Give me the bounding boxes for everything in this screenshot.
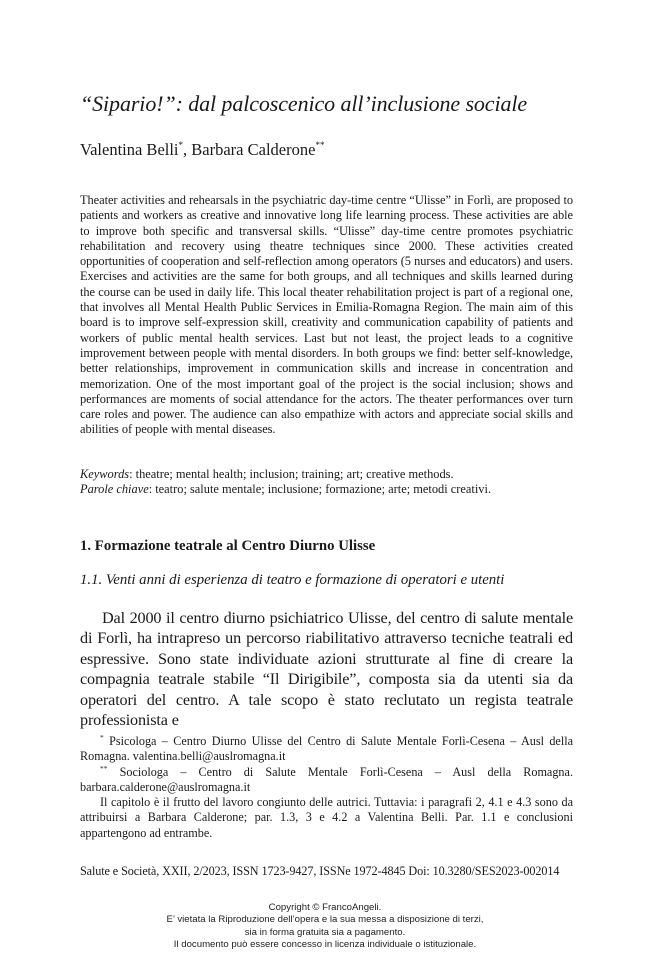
footnotes bbox=[80, 734, 573, 841]
parole-chiave-label: Parole chiave bbox=[80, 482, 149, 497]
author-line: Valentina Belli*, Barbara Calderone** bbox=[80, 140, 325, 159]
parole-chiave-values: : teatro; salute mentale; inclusione; formazione; arte; metodi creativi. bbox=[148, 482, 492, 497]
copyright-line: sia in forma gratuita sia a pagamento. bbox=[244, 926, 406, 938]
article-title: “Sipario!”: dal palcoscenico all’inclusione sociale bbox=[80, 91, 528, 116]
footnote-mark: ** bbox=[100, 763, 108, 773]
section-heading: 1. Formazione teatrale al Centro Diurno Ulisse bbox=[80, 538, 376, 554]
author-footnote-mark: ** bbox=[315, 140, 325, 150]
copyright-notice bbox=[0, 902, 650, 952]
keywords-values: : theatre; mental health; inclusion; training; art; creative methods. bbox=[129, 467, 454, 481]
copyright-line: E’ vietata la Riproduzione dell’opera e la sua messa a disposizione di terzi, bbox=[166, 914, 484, 926]
footnote: Il capitolo è il frutto del lavoro congiunto delle autrici. Tuttavia: i paragrafi 2, 4.1 e 4.3 sono da attribuirsi a Barbara Calderone; par. 1.3, 3 e 4.2 a Valentina Belli. Par. 1.1 e conclusioni appartengono ad entrambe. bbox=[80, 795, 573, 840]
copyright-line: Il documento può essere concesso in licenza individuale o istituzionale. bbox=[173, 939, 477, 951]
author-name: Valentina Belli bbox=[80, 140, 179, 159]
keywords-block bbox=[80, 467, 573, 498]
copyright-line: Copyright © FrancoAngeli. bbox=[268, 902, 382, 913]
author-name: Barbara Calderone bbox=[191, 140, 316, 159]
keywords-label: Keywords bbox=[80, 467, 130, 481]
body-paragraph: Dal 2000 il centro diurno psichiatrico Ulisse, del centro di salute mentale di Forlì, ha intrapreso un percorso riabilitativo attraverso tecniche teatrali ed espressive. Sono state individuate azioni strutturate al fine di creare la compagnia teatrale stabile “Il Dirigibile”, composta sia da utenti sia da operatori del centro. A tale scopo è stato reclutato un regista teatrale professionista e bbox=[80, 609, 573, 730]
journal-citation: Salute e Società, XXII, 2/2023, ISSN 1723-9427, ISSNe 1972-4845 Doi: 10.3280/SES2023-002014 bbox=[80, 864, 560, 878]
footnote: ** Sociologa – Centro di Salute Mentale Forlì-Cesena – Ausl della Romagna. barbara.calderone@auslromagna.it bbox=[80, 763, 573, 794]
footnote-mark: * bbox=[100, 733, 104, 742]
subsection-heading: 1.1. Venti anni di esperienza di teatro e formazione di operatori e utenti bbox=[80, 572, 505, 588]
footnote: * Psicologa – Centro Diurno Ulisse del Centro di Salute Mentale Forlì-Cesena – Ausl della Romagna. valentina.belli@auslromagna.it bbox=[80, 733, 573, 764]
abstract: Theater activities and rehearsals in the psychiatric day-time centre “Ulisse” in Forlì, are proposed to patients and workers as creative and innovative long life learning process. These activities are able to improve both specific and transversal skills. “Ulisse” day-time centre promotes psychiatric rehabilitation and recovery using theatre techniques since 2000. These activities created opportunities of cooperation and self-reflection among operators (5 nurses and educators) and users. Exercises and activities are the same for both groups, and all techniques and skills learned during the course can be used in daily life. This local theater rehabilitation project is part of a regional one, that involves all Mental Health Public Services in Emilia-Romagna Region. The main aim of this board is to improve self-expression skill, creativity and communication capability of patients and workers of public mental health services. Last but not least, the project leads to a cognitive improvement between people with mental disorders. In both groups we find: better self-knowledge, better relationships, improvement in communication skills and increase in concentration and memorization. One of the most important goal of the project is the social inclusion; shows and performances are moments of social attendance for the actors. The theater performances over turn care roles and power. The audience can also empathize with actors and appreciate social skills and abilities of people with mental diseases. bbox=[80, 193, 573, 437]
author-footnote-mark: * bbox=[178, 140, 184, 150]
keywords-en bbox=[80, 467, 573, 482]
keywords-it bbox=[80, 482, 573, 497]
